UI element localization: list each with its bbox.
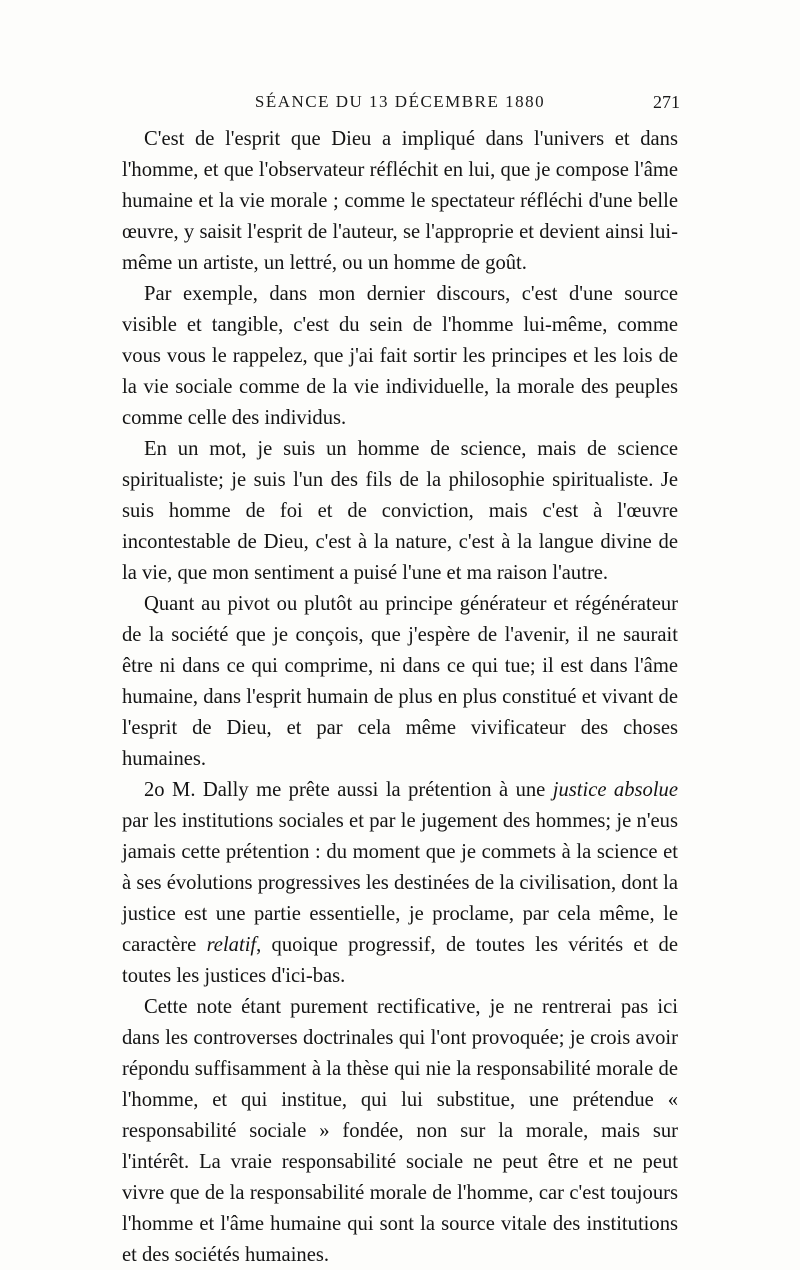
page-number: 271 [653, 92, 680, 112]
paragraph-text: En un mot, je suis un homme de science, mais de science spiritualiste; je suis l'un des fils de la philosophie spiritualiste. Je suis homme de foi et de conviction, mais c'est à l'œuvre incontestable de Dieu, c'est à la nature, c'est à la langue divine de la vie, que mon sentiment a puisé l'une et ma raison l'autre. [122, 438, 678, 584]
paragraph [122, 775, 678, 992]
paragraph-text: 2o M. Dally me prête aussi la prétention à une [144, 779, 553, 801]
running-header [120, 92, 680, 122]
paragraph [122, 124, 678, 279]
paragraph [122, 589, 678, 775]
body-text [122, 124, 678, 1271]
running-title: SÉANCE DU 13 DÉCEMBRE 1880 [254, 92, 546, 111]
italic-text: justice absolue [552, 779, 678, 801]
paragraph-text: C'est de l'esprit que Dieu a impliqué dans l'univers et dans l'homme, et que l'observateur réfléchit en lui, que je compose l'âme humaine et la vie morale ; comme le spectateur réfléchi d'une belle œuvre, y saisit l'esprit de l'auteur, se l'approprie et devient ainsi lui-même un artiste, un lettré, ou un homme de goût. [122, 128, 678, 274]
paragraph [122, 279, 678, 434]
paragraph-text: Cette note étant purement rectificative, je ne rentrerai pas ici dans les controverses doctrinales qui l'ont provoquée; je crois avoir répondu suffisamment à la thèse qui nie la responsabilité morale de l'homme, et qui institue, qui lui substitue, une prétendue « responsabilité sociale » fondée, non sur la morale, mais sur l'intérêt. La vraie responsabilité sociale ne peut être et ne peut vivre que de la responsabilité morale de l'homme, car c'est toujours l'homme et l'âme humaine qui sont la source vitale des institutions et des sociétés humaines. [122, 996, 678, 1266]
italic-text: relatif [206, 934, 257, 956]
paragraph-text: Quant au pivot ou plutôt au principe générateur et régénérateur de la société que je conçois, que j'espère de l'avenir, il ne saurait être ni dans ce qui comprime, ni dans ce qui tue; il est dans l'âme humaine, dans l'esprit humain de plus en plus constitué et vivant de l'esprit de Dieu, et par cela même vivificateur des choses humaines. [122, 593, 678, 770]
paragraph-text: , quoique progressif, de toutes les vérités et de toutes les justices d'ici-bas. [122, 934, 678, 987]
paragraph-text: Par exemple, dans mon dernier discours, c'est d'une source visible et tangible, c'est du sein de l'homme lui-même, comme vous vous le rappelez, que j'ai fait sortir les principes et les lois de la vie sociale comme de la vie individuelle, la morale des peuples comme celle des individus. [122, 283, 678, 429]
paragraph [122, 434, 678, 589]
paragraph-text: par les institutions sociales et par le jugement des hommes; je n'eus jamais cette prétention : du moment que je commets à la science et à ses évolutions progressives les destinées de la civilisation, dont la justice est une partie essentielle, je proclame, par cela même, le caractère [122, 810, 678, 956]
paragraph [122, 992, 678, 1271]
